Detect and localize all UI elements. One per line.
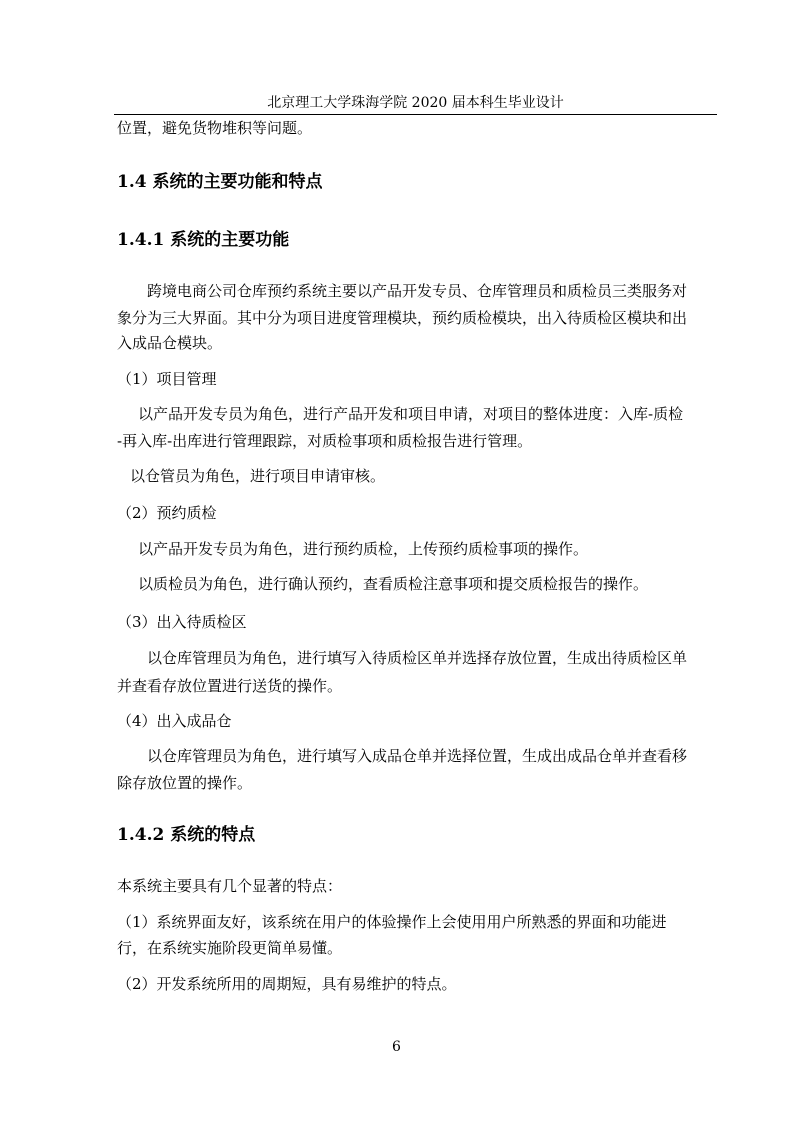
section-heading-1-4: 1.4 系统的主要功能和特点 <box>117 172 323 192</box>
section-heading-1-4-2: 1.4.2 系统的特点 <box>117 825 256 845</box>
section-heading-1-4-1: 1.4.1 系统的主要功能 <box>117 230 290 250</box>
features-intro: 本系统主要具有几个显著的特点： <box>117 877 343 895</box>
item-1-title: （1）项目管理 <box>117 370 217 388</box>
item-3-paragraph-line-1: 以仓库管理员为角色，进行填写入待质检区单并选择存放位置，生成出待质检区单 <box>147 649 688 667</box>
item-1-paragraph-line-2: -再入库-出库进行管理跟踪，对质检事项和质检报告进行管理。 <box>117 432 533 450</box>
paragraph-carryover: 位置，避免货物堆积等问题。 <box>117 119 313 137</box>
item-1-paragraph-line-1: 以产品开发专员为角色，进行产品开发和项目申请，对项目的整体进度：入库-质检 <box>138 405 684 423</box>
feature-2: （2）开发系统所用的周期短，具有易维护的特点。 <box>117 975 457 993</box>
item-4-paragraph-line-1: 以仓库管理员为角色，进行填写入成品仓单并选择位置，生成出成品仓单并查看移 <box>147 747 688 765</box>
item-3-paragraph-line-2: 并查看存放位置进行送货的操作。 <box>117 677 343 695</box>
feature-1-line-1: （1）系统界面友好，该系统在用户的体验操作上会使用用户所熟悉的界面和功能进 <box>117 913 667 931</box>
intro-paragraph-line-2: 象分为三大界面。其中分为项目进度管理模块，预约质检模块，出入待质检区模块和出 <box>117 309 688 327</box>
item-2-paragraph-2: 以质检员为角色，进行确认预约，查看质检注意事项和提交质检报告的操作。 <box>138 575 649 593</box>
feature-1-line-2: 行，在系统实施阶段更简单易懂。 <box>117 939 343 957</box>
item-4-paragraph-line-2: 除存放位置的操作。 <box>117 774 253 792</box>
item-4-title: （4）出入成品仓 <box>117 712 232 730</box>
intro-paragraph-line-1: 跨境电商公司仓库预约系统主要以产品开发专员、仓库管理员和质检员三类服务对 <box>147 282 688 300</box>
item-3-title: （3）出入待质检区 <box>117 613 247 631</box>
page-number: 6 <box>392 1039 401 1055</box>
item-1-paragraph-2: 以仓管员为角色，进行项目申请审核。 <box>130 467 386 485</box>
page-header: 北京理工大学珠海学院 2020 届本科生毕业设计 <box>114 92 717 115</box>
item-2-paragraph-1: 以产品开发专员为角色，进行预约质检，上传预约质检事项的操作。 <box>138 540 589 558</box>
intro-paragraph-line-3: 入成品仓模块。 <box>117 334 223 352</box>
item-2-title: （2）预约质检 <box>117 504 217 522</box>
